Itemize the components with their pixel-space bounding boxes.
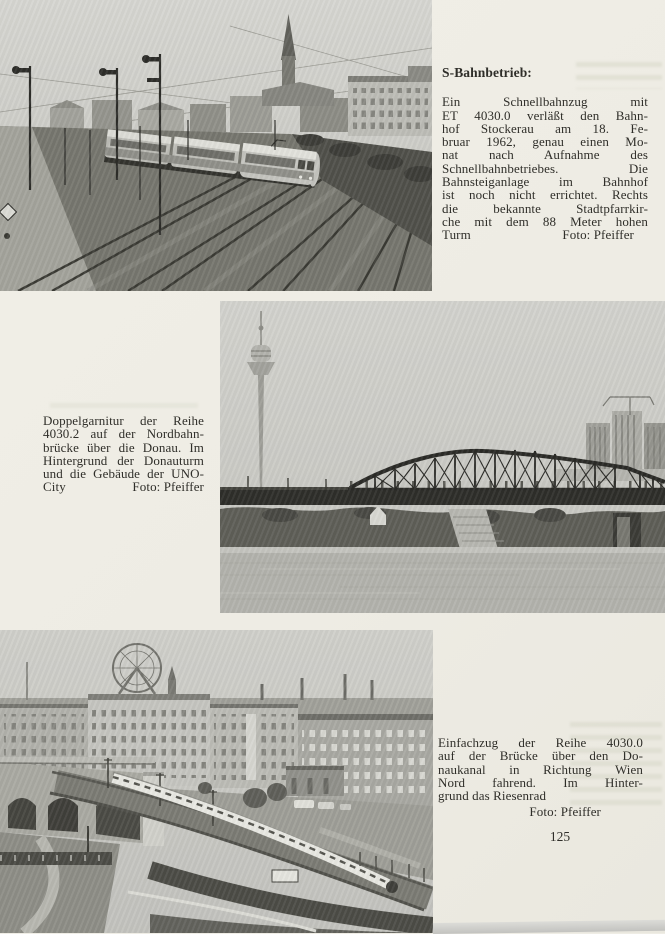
caption-line: che mit dem 88 Meter hohen — [442, 213, 648, 229]
photo-credit: Foto: Pfeiffer — [562, 227, 634, 243]
danube-water — [220, 553, 665, 613]
nordbahnbruecke-illustration — [220, 301, 665, 613]
scan-page-edge — [433, 920, 665, 934]
caption-last-word: City — [43, 479, 66, 495]
caption-line: Bahnsteiganlage im Bahnhof — [442, 174, 648, 190]
caption-line: Einfachzug der Reihe 4030.0 — [438, 735, 643, 750]
caption-last-line — [442, 228, 648, 241]
caption-line: Schnellbahnbetriebes. Die — [442, 160, 648, 176]
bridge-signboard — [272, 870, 298, 882]
caption-last-word: Turm — [442, 227, 471, 243]
photo-credit: Foto: Pfeiffer — [132, 479, 204, 495]
caption-sbahnbetrieb — [442, 66, 648, 242]
caption-line: die bekannte Stadtpfarrkir- — [442, 200, 648, 216]
caption-line: Doppelgarnitur der Reihe — [43, 413, 204, 428]
caption-donaukanal — [438, 736, 643, 819]
photo-nordbahnbruecke — [220, 301, 665, 613]
low-shed — [286, 766, 344, 796]
caption-line: ist noch nicht errichtet. Rechts — [442, 187, 648, 203]
ferris-wheel — [113, 644, 161, 694]
page-number: 125 — [549, 829, 571, 844]
station-buildings — [348, 66, 432, 136]
caption-line: brücke über die Donau. Im — [43, 439, 204, 455]
caption-heading: S-Bahnbetrieb: — [442, 65, 532, 80]
photo-stockerau-yard — [0, 0, 432, 291]
caption-line: und die Gebäude der UNO- — [43, 466, 204, 482]
caption-line: Hintergrund der Donauturm — [43, 452, 204, 468]
caption-line: auf der Brücke über den Do- — [438, 748, 643, 764]
caption-line: ET 4030.0 verläßt den Bahn- — [442, 107, 648, 123]
page-showthrough-artifact — [50, 403, 198, 413]
photo-donaukanal-bridge — [0, 630, 433, 933]
caption-line: bruar 1962, genau einen Mo- — [442, 134, 648, 150]
caption-line: Ein Schnellbahnzug mit — [442, 94, 648, 110]
caption-line: naukanal in Richtung Wien — [438, 761, 643, 777]
caption-line: nat nach Aufnahme des — [442, 147, 648, 163]
donaukanal-illustration — [0, 630, 433, 933]
caption-last-line — [43, 480, 204, 493]
caption-line: hof Stockerau am 18. Fe- — [442, 120, 648, 136]
photo-credit: Foto: Pfeiffer — [529, 804, 601, 820]
shore-strip — [220, 547, 665, 554]
caption-line: Nord fahrend. Im Hinter- — [438, 774, 643, 790]
caption-line: grund das Riesenrad — [438, 788, 547, 804]
caption-line: 4030.2 auf der Nordbahn- — [43, 426, 204, 442]
caption-nordbahnbruecke — [43, 414, 204, 494]
stockerau-illustration — [0, 0, 432, 291]
